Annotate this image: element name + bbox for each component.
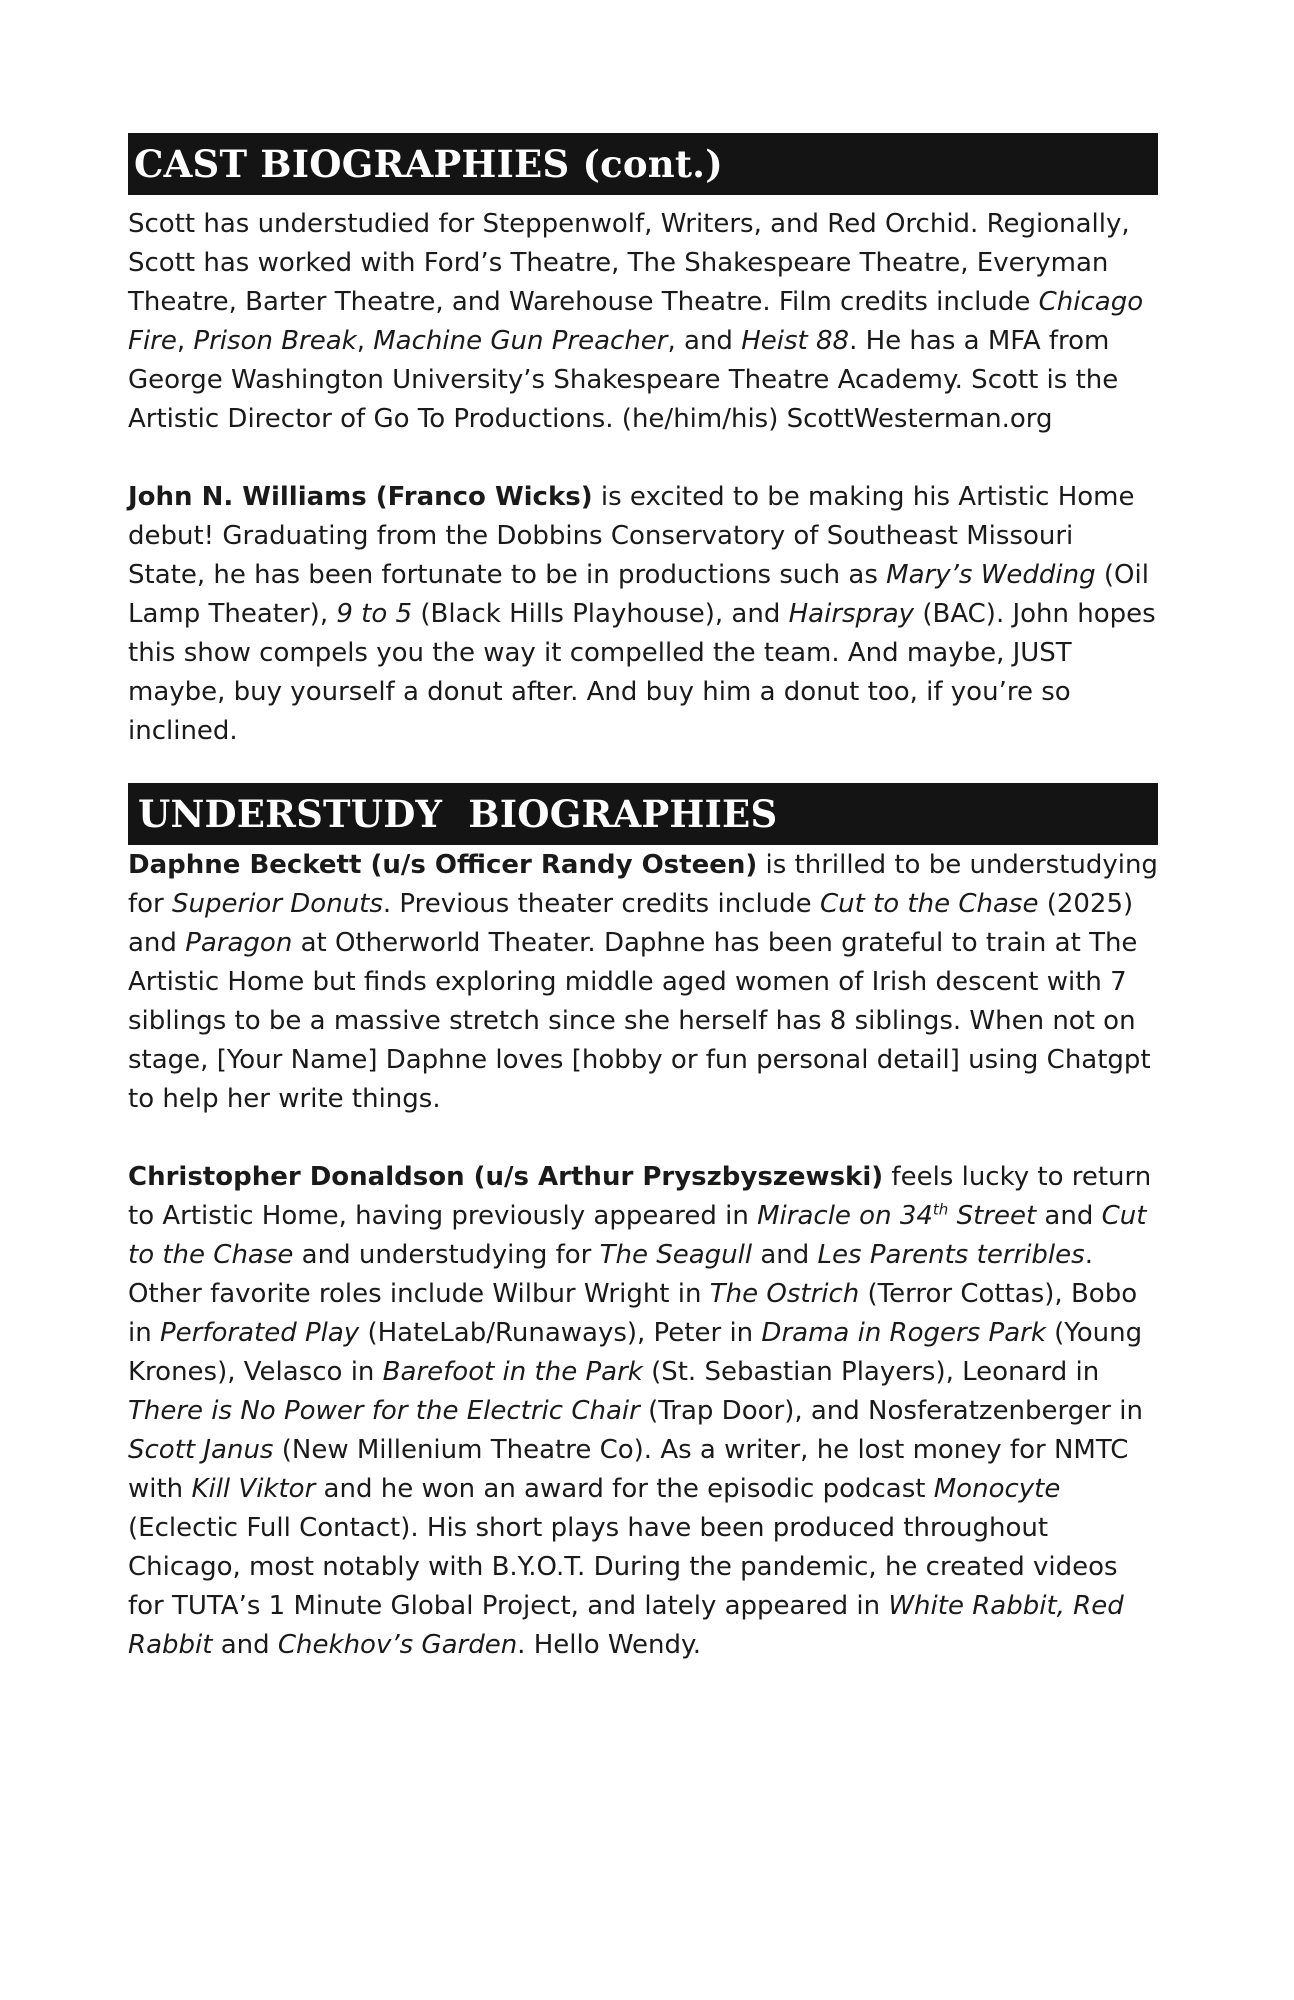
john-bio-paragraph [128,478,1158,751]
bio-text: and [1036,1201,1102,1231]
show-title: Drama in Rogers Park [761,1318,1046,1348]
show-title: There is No Power for the Electric Chair [128,1396,640,1426]
scott-bio-text: . He has a MFA from George Washington University’s Shakespeare Theatre Academy. Scott is the Artistic Director of Go To Productions. (he/him/his) ScottWesterman.org [128,326,1119,434]
bio-text: . Other favorite roles include Wilbur Wright in [128,1240,1093,1309]
bio-text: is excited to be making his Artistic Home debut! Graduating from the Dobbins Conservatory of Southeast Missouri State, he has been fortunate to be in productions such as [128,482,1135,590]
show-title [757,1201,1036,1231]
show-title: The Ostrich [709,1279,860,1309]
scott-bio-paragraph [128,205,1158,439]
show-title: Cut to the Chase [819,889,1039,919]
bio-text: . Hello Wendy. [517,1630,701,1660]
show-title: Chekhov’s Garden [277,1630,518,1660]
bio-text: (Eclectic Full Contact). His short plays have been produced throughout Chicago, most notably with B.Y.O.T. During the pandemic, he created videos for TUTA’s 1 Minute Global Project, and lately appeared in [128,1513,1118,1621]
bio-text: (Trap Door), and Nosferatzenberger in [639,1396,1143,1426]
bio-text: and he won an award for the episodic podcast [315,1474,934,1504]
separator: , [356,326,374,356]
bio-text: (HateLab/Runaways), Peter in [359,1318,762,1348]
bio-text: . Previous theater credits include [382,889,820,919]
bio-text: (New Millenium Theatre Co). As a writer, he lost money for NMTC with [128,1435,1129,1504]
show-title: The Seagull [599,1240,753,1270]
program-page [128,133,1158,1665]
bio-text: feels lucky to return to Artistic Home, having previously appeared in [128,1162,1152,1231]
bio-name: Christopher Donaldson (u/s Arthur Pryszbyszewski) [128,1162,884,1192]
bio-text: at Otherworld Theater. Daphne has been grateful to train at The Artistic Home but finds exploring middle aged women of Irish descent with 7 siblings to be a massive stretch since she herself has 8 siblings. When not on stage, [Your Name] Daphne loves [hobby or fun personal detail] using Chatgpt to help her write things. [128,928,1151,1114]
show-title: Hairspray [788,599,915,629]
bio-text: (Young Krones), Velasco in [128,1318,1143,1387]
bio-name: John N. Williams (Franco Wicks) [128,482,593,512]
daphne-bio-paragraph [128,846,1158,1119]
ordinal-superscript: th [932,1200,949,1219]
bio-name: Daphne Beckett (u/s Officer Randy Osteen) [128,850,758,880]
christopher-bio-paragraph [128,1158,1158,1665]
film-credit: Machine Gun Preacher [373,326,668,356]
show-title: Superior Donuts [172,889,383,919]
show-title: Les Parents terribles [817,1240,1085,1270]
film-credit: Heist 88 [741,326,850,356]
show-title: Cut to the Chase [128,1201,1147,1270]
show-title-part: Miracle on 34 [757,1201,933,1231]
film-credit: Prison Break [193,326,357,356]
bio-text: and understudying for [293,1240,600,1270]
bio-text: (Black Hills Playhouse), and [412,599,789,629]
show-title: Mary’s Wedding [886,560,1096,590]
bio-text: (Oil Lamp Theater), [128,560,1149,629]
bio-text: (St. Sebastian Players), Leonard in [642,1357,1100,1387]
show-title: Kill Viktor [191,1474,316,1504]
show-title: Monocyte [933,1474,1061,1504]
show-title: Paragon [185,928,293,958]
show-title: 9 to 5 [336,599,413,629]
show-title: Barefoot in the Park [382,1357,643,1387]
bio-text: (BAC). John hopes this show compels you the way it compelled the team. And maybe, JUST maybe, buy yourself a donut after. And buy him a donut too, if you’re so inclined. [128,599,1156,746]
separator: , and [667,326,742,356]
film-credit: Chicago Fire [128,287,1144,356]
bio-text: and [212,1630,278,1660]
show-title: Perforated Play [159,1318,360,1348]
understudy-biographies-header: UNDERSTUDY BIOGRAPHIES [128,783,1158,845]
show-title-part: Street [948,1201,1037,1231]
bio-text: (2025) and [128,889,1134,958]
bio-text: is thrilled to be understudying for [128,850,1158,919]
bio-text: and [752,1240,818,1270]
bio-text: (Terror Cottas), Bobo in [128,1279,1138,1348]
separator: , [176,326,194,356]
cast-biographies-header: CAST BIOGRAPHIES (cont.) [128,133,1158,195]
scott-bio-text: Scott has understudied for Steppenwolf, Writers, and Red Orchid. Regionally, Scott has worked with Ford’s Theatre, The Shakespeare Theatre, Everyman Theatre, Barter Theatre, and Warehouse Theatre. Film credits include [128,209,1130,317]
show-title: White Rabbit, Red Rabbit [128,1591,1124,1660]
show-title: Scott Janus [128,1435,274,1465]
